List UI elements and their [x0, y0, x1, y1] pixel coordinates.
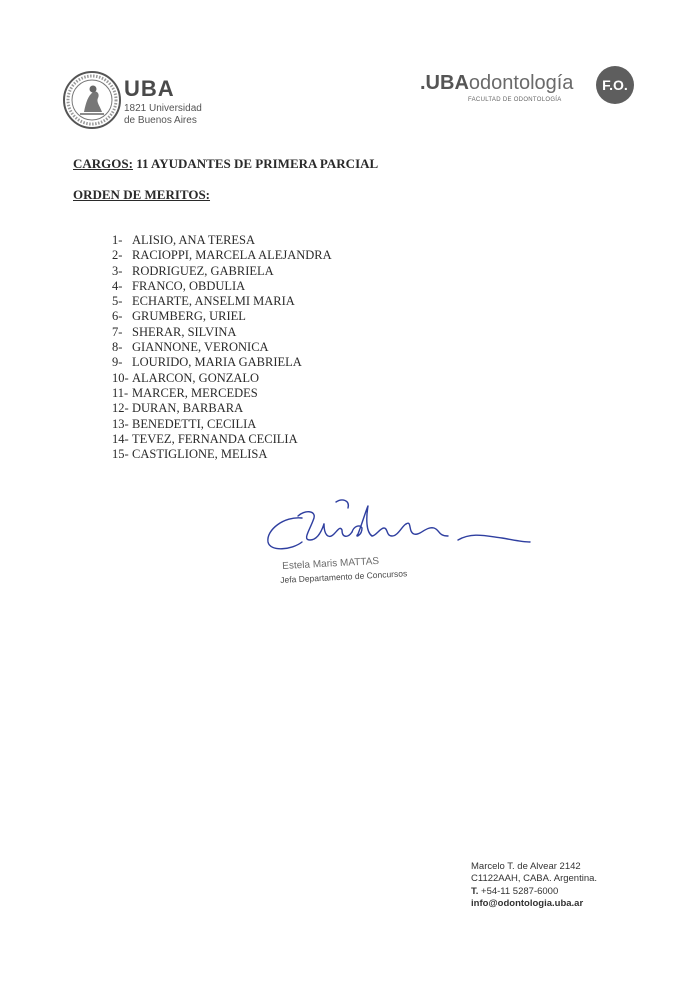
- merit-number: 5-: [112, 294, 123, 309]
- list-item: [112, 233, 332, 248]
- university-seal-icon: [62, 70, 122, 130]
- faculty-badge: F.O.: [596, 66, 634, 104]
- faculty-brand-prefix: .UBA: [420, 72, 469, 94]
- list-item: [112, 340, 332, 355]
- merit-number: 6-: [112, 309, 123, 324]
- list-item: [112, 432, 332, 447]
- list-item: [112, 325, 332, 340]
- faculty-subtitle: FACULTAD DE ODONTOLOGÍA: [468, 97, 562, 103]
- email-link[interactable]: info@odontologia.uba.ar: [471, 897, 584, 909]
- list-item: [112, 294, 332, 309]
- merit-name: BENEDETTI, CECILIA: [132, 416, 257, 431]
- list-item: [112, 355, 332, 370]
- phone-line: [471, 886, 597, 898]
- list-item: [112, 401, 332, 416]
- merit-name: RODRIGUEZ, GABRIELA: [132, 263, 274, 278]
- merit-name: FRANCO, OBDULIA: [132, 278, 246, 293]
- merit-number: 10-: [112, 370, 129, 385]
- merit-name: GRUMBERG, URIEL: [132, 309, 246, 324]
- uba-logo: [62, 70, 232, 132]
- merit-name: TEVEZ, FERNANDA CECILIA: [132, 431, 298, 446]
- merit-number: 15-: [112, 447, 129, 462]
- phone-number: +54-11 5287-6000: [481, 885, 559, 897]
- merit-name: LOURIDO, MARIA GABRIELA: [132, 355, 302, 370]
- list-item: [112, 309, 332, 324]
- merit-number: 7-: [112, 324, 123, 339]
- list-item: [112, 371, 332, 386]
- merit-list: [112, 233, 332, 462]
- faculty-logo: [420, 66, 640, 110]
- signatory-role: Jefa Departamento de Concursos: [280, 568, 408, 585]
- list-item: [112, 279, 332, 294]
- merit-name: MARCER, MERCEDES: [132, 385, 258, 400]
- merit-name: ALISIO, ANA TERESA: [132, 233, 256, 247]
- footer-contact: [471, 861, 597, 910]
- faculty-brand-name: odontología: [468, 72, 574, 94]
- merit-number: 14-: [112, 431, 129, 446]
- merit-name: GIANNONE, VERONICA: [132, 340, 269, 355]
- uba-subtitle-line1: 1821 Universidad: [124, 103, 202, 114]
- cargos-heading: [73, 156, 378, 172]
- handwritten-signature: [258, 496, 534, 566]
- cargos-label: CARGOS:: [73, 156, 133, 171]
- cargos-value: 11 AYUDANTES DE PRIMERA PARCIAL: [136, 156, 379, 171]
- merit-name: DURAN, BARBARA: [132, 401, 244, 416]
- merit-number: 12-: [112, 401, 129, 416]
- merit-number: 4-: [112, 278, 123, 293]
- faculty-title: [420, 72, 573, 95]
- list-item: [112, 248, 332, 263]
- merit-number: 2-: [112, 248, 123, 263]
- merit-number: 8-: [112, 340, 123, 355]
- merit-number: 13-: [112, 416, 129, 431]
- list-item: [112, 264, 332, 279]
- merit-number: 11-: [112, 385, 129, 400]
- list-item: [112, 386, 332, 401]
- merit-number: 9-: [112, 355, 123, 370]
- phone-prefix: T.: [471, 885, 479, 897]
- merit-name: RACIOPPI, MARCELA ALEJANDRA: [132, 248, 332, 263]
- address-line1: Marcelo T. de Alvear 2142: [471, 861, 581, 872]
- merit-name: SHERAR, SILVINA: [132, 324, 237, 339]
- orden-heading: [73, 187, 210, 203]
- list-item: [112, 447, 332, 462]
- merit-number: 3-: [112, 263, 123, 278]
- list-item: [112, 417, 332, 432]
- address-line2: C1122AAH, CABA. Argentina.: [471, 873, 598, 885]
- merit-number: 1-: [112, 233, 123, 247]
- uba-name: UBA: [124, 76, 175, 101]
- signatory-name: Estela Maris MATTAS: [282, 555, 380, 572]
- merit-name: ALARCON, GONZALO: [132, 370, 260, 385]
- merit-name: CASTIGLIONE, MELISA: [132, 447, 268, 462]
- uba-subtitle-line2: de Buenos Aires: [124, 115, 197, 126]
- orden-label: ORDEN DE MERITOS:: [73, 187, 211, 202]
- merit-name: ECHARTE, ANSELMI MARIA: [132, 294, 295, 309]
